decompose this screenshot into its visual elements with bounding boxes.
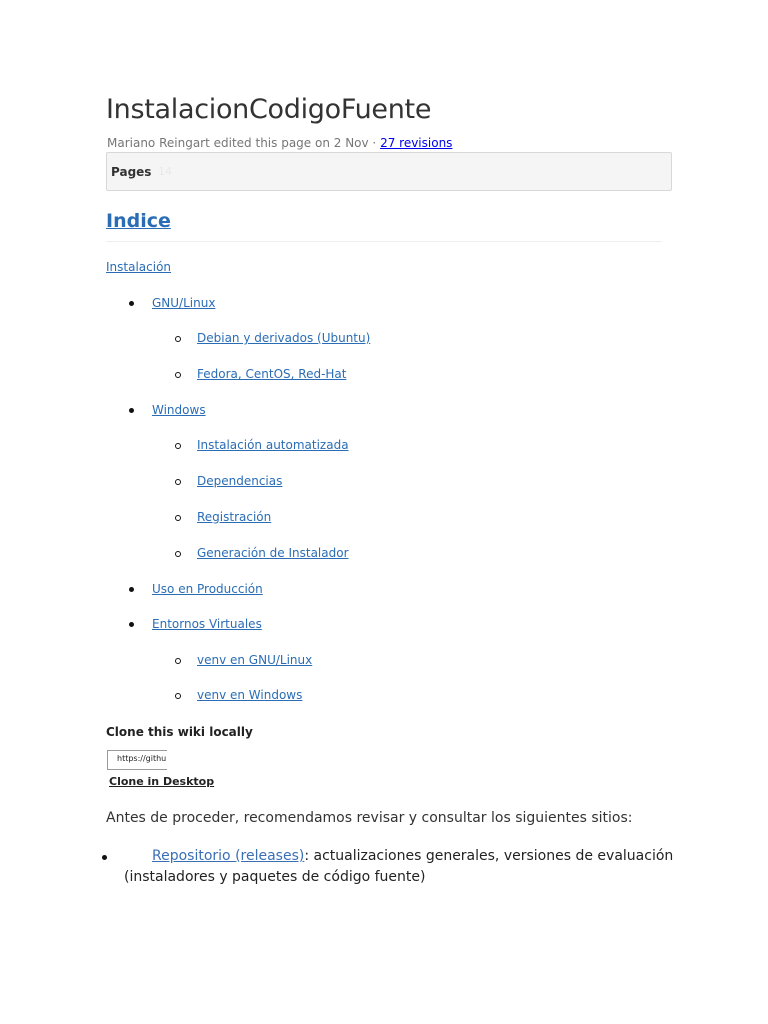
- revisions-link[interactable]: 27 revisions: [380, 136, 453, 150]
- page-title: InstalacionCodigoFuente: [106, 94, 432, 125]
- bullet-disc: [129, 587, 134, 592]
- edit-info: Mariano Reingart edited this page on 2 Nov ·: [107, 136, 381, 150]
- toc-heading[interactable]: Indice: [106, 210, 171, 232]
- bullet-disc: [102, 855, 107, 860]
- heading-divider: [106, 241, 662, 242]
- clone-in-desktop-link[interactable]: Clone in Desktop: [109, 775, 215, 788]
- bullet-circle: [175, 551, 181, 557]
- toc-link-entornos-virtuales[interactable]: Entornos Virtuales: [152, 617, 262, 631]
- list-item: [152, 848, 673, 864]
- toc-link-instalacion-automatizada[interactable]: Instalación automatizada: [197, 438, 349, 452]
- bullet-disc: [129, 408, 134, 413]
- clone-url-input[interactable]: https://githu: [107, 750, 167, 770]
- bullet-disc: [129, 622, 134, 627]
- toc-link-gnu-linux[interactable]: GNU/Linux: [152, 296, 216, 310]
- bullet-circle: [175, 443, 181, 449]
- list-item-text: : actualizaciones generales, versiones de evaluación: [304, 848, 674, 864]
- pages-sidebar-box[interactable]: [106, 152, 672, 191]
- clone-heading: Clone this wiki locally: [106, 725, 253, 739]
- toc-link-venv-windows[interactable]: venv en Windows: [197, 688, 303, 702]
- bullet-circle: [175, 372, 181, 378]
- toc-link-venv-gnu-linux[interactable]: venv en GNU/Linux: [197, 653, 313, 667]
- toc-link-fedora[interactable]: Fedora, CentOS, Red-Hat: [197, 367, 347, 381]
- bullet-disc: [129, 301, 134, 306]
- toc-link-dependencias[interactable]: Dependencias: [197, 474, 283, 488]
- page-meta: [107, 136, 452, 150]
- bullet-circle: [175, 336, 181, 342]
- bullet-circle: [175, 658, 181, 664]
- intro-paragraph: Antes de proceder, recomendamos revisar y consultar los siguientes sitios:: [106, 810, 633, 826]
- toc-link-instalacion[interactable]: Instalación: [106, 260, 172, 274]
- toc-link-windows[interactable]: Windows: [152, 403, 206, 417]
- repositorio-releases-link[interactable]: Repositorio (releases): [152, 848, 305, 864]
- toc-link-registracion[interactable]: Registración: [197, 510, 272, 524]
- toc-link-uso-produccion[interactable]: Uso en Producción: [152, 582, 263, 596]
- bullet-circle: [175, 515, 181, 521]
- bullet-circle: [175, 693, 181, 699]
- bullet-circle: [175, 479, 181, 485]
- pages-count-badge: 14: [158, 165, 172, 178]
- pages-label: Pages: [111, 165, 152, 179]
- toc-link-generacion-instalador[interactable]: Generación de Instalador: [197, 546, 349, 560]
- toc-link-debian[interactable]: Debian y derivados (Ubuntu): [197, 331, 371, 345]
- list-item-continuation: (instaladores y paquetes de código fuente): [124, 869, 426, 885]
